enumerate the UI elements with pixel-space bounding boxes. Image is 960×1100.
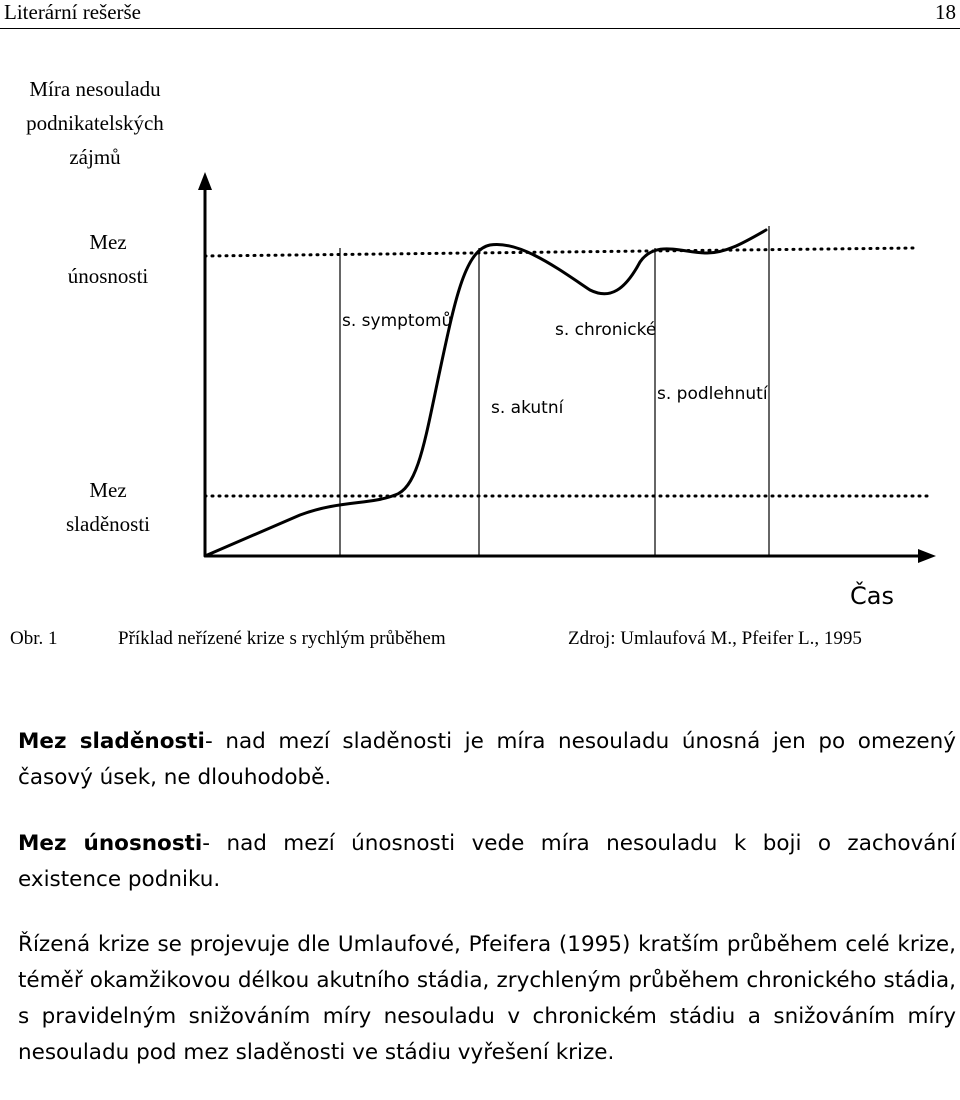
lower-limit-label-line: Mez xyxy=(89,478,127,502)
paragraph-text: - nad mezí únosnosti vede míra nesouladu k boji o zachování existence podniku. xyxy=(18,831,956,892)
stage-label-acute: s. akutní xyxy=(491,398,564,418)
y-axis-label-line: Míra nesouladu xyxy=(29,77,161,101)
upper-limit-label-line: Mez xyxy=(89,230,127,254)
stage-label-chronic: s. chronické xyxy=(555,320,657,340)
x-axis-arrowhead xyxy=(918,549,936,563)
paragraph-text: - nad mezí sladěnosti je míra nesouladu únosná jen po omezený časový úsek, ne dlouhodobě. xyxy=(18,729,956,790)
page-header xyxy=(0,0,960,30)
stage-label-succumbing: s. podlehnutí xyxy=(657,384,768,404)
paragraph-managed-crisis xyxy=(18,927,956,1071)
y-axis-label-line: podnikatelských xyxy=(26,111,164,135)
header-rule xyxy=(0,28,960,29)
stage-label-symptoms: s. symptomů xyxy=(342,311,453,331)
header-title: Literární rešerše xyxy=(4,0,142,24)
caption-text: Příklad neřízené krize s rychlým průběhem xyxy=(118,628,446,649)
paragraph-lower-definition xyxy=(18,826,956,898)
page-number: 18 xyxy=(935,0,956,24)
upper-limit-line xyxy=(205,248,915,256)
y-axis-label-line: zájmů xyxy=(69,145,121,169)
paragraph-term: Mez sladěnosti xyxy=(18,729,205,754)
paragraph-upper-definition xyxy=(18,724,956,796)
crisis-diagram xyxy=(0,160,960,580)
figure-caption xyxy=(10,628,862,650)
lower-limit-label-line: sladěnosti xyxy=(66,512,150,536)
caption-source: Zdroj: Umlaufová M., Pfeifer L., 1995 xyxy=(568,628,862,649)
caption-number: Obr. 1 xyxy=(10,628,58,649)
x-axis-label: Čas xyxy=(850,582,894,610)
paragraph-text: Řízená krize se projevuje dle Umlaufové, Pfeifera (1995) kratším průběhem celé krize, téměř okamžikovou délkou akutního stádia, zrychleným průběhem chronického stádia, s pravidelným snižováním míry nesouladu v chronickém stádiu a snižováním míry nesouladu pod mez sladěnosti ve stádiu vyřešení krize. xyxy=(18,932,956,1065)
y-axis-arrowhead xyxy=(198,172,212,190)
upper-limit-label-line: únosnosti xyxy=(67,264,149,288)
paragraph-term: Mez únosnosti xyxy=(18,831,203,856)
